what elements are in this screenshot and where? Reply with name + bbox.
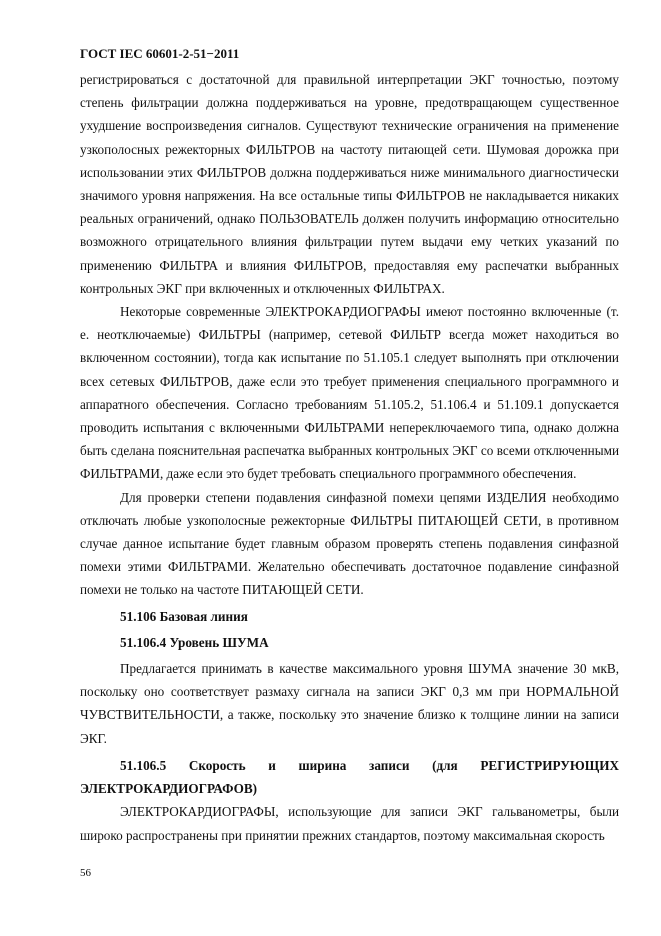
page-number: 56 bbox=[80, 867, 91, 879]
section-heading-baseline: 51.106 Базовая линия bbox=[120, 608, 248, 624]
section-heading-noise-level: 51.106.4 Уровень ШУМА bbox=[120, 634, 269, 650]
paragraph-galvanometers: ЭЛЕКТРОКАРДИОГРАФЫ, использующие для записи ЭКГ гальванометры, были широко распространены при принятии прежних стандартов, поэтому максимальная скорость bbox=[80, 804, 619, 843]
paragraph-common-mode-rejection: Для проверки степени подавления синфазной помехи цепями ИЗДЕЛИЯ необходимо отключать любые узкополосные режекторные ФИЛЬТРЫ ПИТАЮЩЕЙ СЕТИ, в противном случае данное испытание будет главным образом проверять степень подавления синфазной помехи этими ФИЛЬТРАМИ. Желательно обеспечивать достаточное подавление синфазной помехи не только на частоте ПИТАЮЩЕЙ СЕТИ. bbox=[80, 489, 619, 598]
document-page bbox=[80, 44, 619, 847]
paragraph-noise-level: Предлагается принимать в качестве максимального уровня ШУМА значение 30 мкВ, поскольку оно соответствует размаху сигнала на записи ЭКГ 0,3 мм при НОРМАЛЬНОЙ ЧУВСТВИТЕЛЬНОСТИ, а также, поскольку это значение близко к толщине линии на записи ЭКГ. bbox=[80, 661, 619, 746]
document-header: ГОСТ IEC 60601-2-51−2011 bbox=[80, 46, 240, 61]
section-heading-recording-speed: 51.106.5 Скорость и ширина записи (для РЕГИСТРИРУЮЩИХ ЭЛЕКТРОКАРДИОГРАФОВ) bbox=[80, 757, 619, 797]
paragraph-permanent-filters: Некоторые современные ЭЛЕКТРОКАРДИОГРАФЫ имеют постоянно включенные (т. е. неотключаемые) ФИЛЬТРЫ (например, сетевой ФИЛЬТР всегда может находиться во включенном состоянии), тогда как испытание по 51.105.1 следует выполнять при отключении всех сетевых ФИЛЬТРОВ, даже если это требует применения специального программного и аппаратного обеспечения. Согласно требованиям 51.105.2, 51.106.4 и 51.109.1 допускается проводить испытания с включенными ФИЛЬТРАМИ непереключаемого типа, однако должна быть сделана пояснительная распечатка выбранных контрольных ЭКГ со всеми отключенными ФИЛЬТРАМИ, даже если это будет требовать специального программного обеспечения. bbox=[80, 304, 619, 482]
paragraph-filtering-intro: регистрироваться с достаточной для правильной интерпретации ЭКГ точностью, поэтому степень фильтрации должна поддерживаться на уровне, предотвращающем существенное ухудшение воспроизведения сигналов. Существуют технические ограничения на применение узкополосных режекторных ФИЛЬТРОВ на частоту питающей сети. Шумовая дорожка при использовании этих ФИЛЬТРОВ должна поддерживаться ниже минимального диагностически значимого уровня напряжения. На все остальные типы ФИЛЬТРОВ не накладывается никаких реальных ограничений, однако ПОЛЬЗОВАТЕЛЬ должен получить информацию относительно возможного отрицательного влияния фильтрации путем выдачи ему четких указаний по применению ФИЛЬТРА и влияния ФИЛЬТРОВ, предоставляя ему распечатки выбранных контрольных ЭКГ при включенных и отключенных ФИЛЬТРАХ. bbox=[80, 72, 619, 296]
